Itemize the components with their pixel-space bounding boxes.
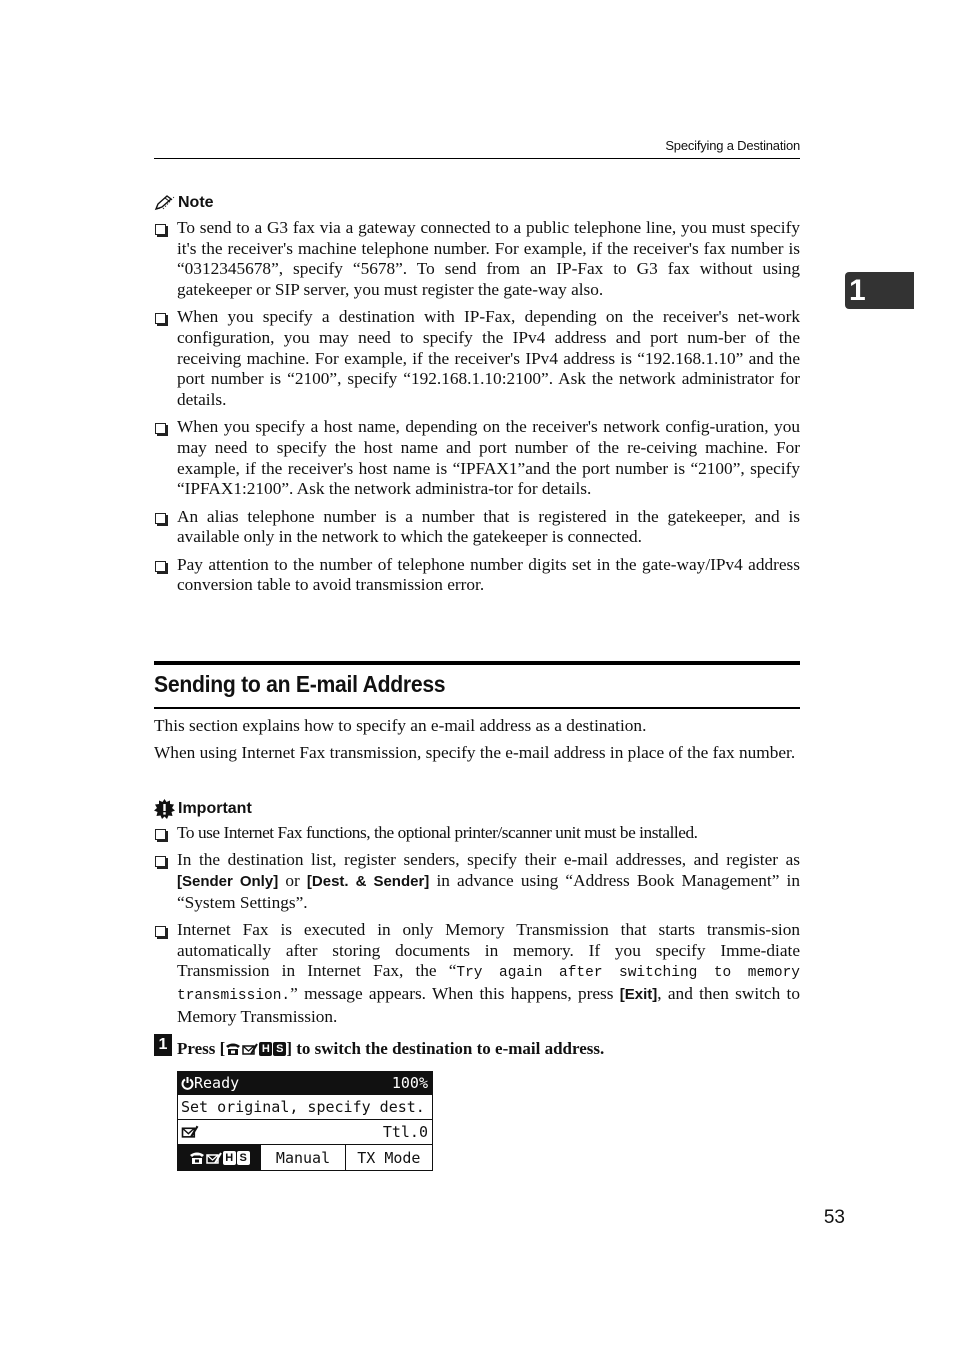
email-icon — [181, 1124, 199, 1139]
list-item: To send to a G3 fax via a gateway connected to a public telephone line, you must specify it's the receiver's machine telephone number. For example, if the receiver's fax number is “0312345678”, specify “5678”. To send from an IP-Fax to G3 fax without using gatekeeper or SIP server, you must register the gate-way also. — [154, 218, 800, 301]
h-key-icon: H — [223, 1151, 236, 1165]
s-key-icon: S — [237, 1151, 250, 1165]
intro-paragraph: This section explains how to specify an e-mail address as a destination. — [154, 716, 647, 735]
dest-sender-key: [Dest. & Sender] — [306, 872, 430, 890]
email-icon — [206, 1151, 222, 1165]
important-icon — [154, 799, 175, 819]
s-key-icon: S — [273, 1042, 286, 1056]
lcd-message: Try again after switching to memory transmission. — [177, 965, 800, 1004]
list-item: In the destination list, register senders, specify their e-mail addresses, and register as [Sender Only] or [Dest. & Sender] in advance using “Address Book Management” in “System Settings”. — [154, 850, 800, 913]
intro-paragraph: When using Internet Fax transmission, specify the e-mail address in place of the fax number. — [154, 743, 796, 763]
step-instruction: Press [ H S ] to switch the destination to e-mail address. — [177, 1039, 605, 1058]
lcd-dest-switch-softkey[interactable] — [178, 1145, 261, 1170]
h-key-icon: H — [259, 1042, 272, 1056]
section-rule-top — [154, 661, 800, 665]
exit-key: [Exit] — [619, 985, 658, 1003]
list-item: When you specify a destination with IP-Fax, depending on the receiver's net-work configuration, you may need to specify the IPv4 address and port num-ber of the receiving machine. For example, if the receiver's IPv4 address is “192.168.1.10” and the port number is “2100”, specify “192.168.1.10:2100”. Ask the network administrator for details. — [154, 307, 800, 411]
section-intro — [154, 716, 800, 770]
step-1 — [154, 1034, 800, 1060]
important-section — [154, 799, 800, 1034]
running-header: Specifying a Destination — [665, 138, 800, 153]
lcd-tx-mode-softkey[interactable]: TX Mode — [357, 1148, 421, 1167]
important-heading — [154, 799, 800, 819]
note-list — [154, 218, 800, 596]
lcd-total: Ttl.0 — [382, 1123, 428, 1141]
lcd-destination-row — [178, 1120, 432, 1145]
header-rule — [154, 158, 800, 159]
destination-switch-key — [225, 1042, 286, 1056]
page-number: 53 — [823, 1207, 845, 1228]
list-item: When you specify a host name, depending on the receiver's network config-uration, you may need to specify the host name and port number of the re-ceiving machine. For example, if the receiver's host name is “IPFAX1”and the port number is “2100”, specify “IPFAX1:2100”. Ask the network administra-tor for details. — [154, 417, 800, 500]
pencil-icon — [154, 195, 175, 211]
note-section — [154, 194, 800, 602]
list-item: To use Internet Fax functions, the optional printer/scanner unit must be installed. — [154, 823, 800, 844]
lcd-status: Ready — [194, 1074, 240, 1092]
lcd-softkey-row — [178, 1145, 432, 1170]
important-label: Important — [178, 800, 252, 817]
lcd-message-row: Set original, specify dest. — [178, 1095, 432, 1120]
section-rule-bottom — [154, 707, 800, 709]
important-list — [154, 823, 800, 1027]
sender-only-key: [Sender Only] — [177, 872, 279, 890]
power-icon — [181, 1077, 194, 1090]
lcd-memory-percent: 100% — [391, 1074, 428, 1092]
lcd-panel — [177, 1071, 433, 1171]
note-heading — [154, 194, 800, 212]
email-icon — [242, 1042, 258, 1056]
step-number: 1 — [154, 1034, 172, 1056]
list-item: Internet Fax is executed in only Memory Transmission that starts transmis-sion automatically after storing documents in memory. If you specify Imme-diate Transmission in Internet Fax, the “Try again after switching to memory transmission.” message appears. When this happens, press [Exit], and then switch to Memory Transmission. — [154, 920, 800, 1028]
section-title: Sending to an E-mail Address — [154, 671, 446, 697]
lcd-manual-softkey[interactable]: Manual — [261, 1145, 345, 1170]
phone-icon — [189, 1151, 205, 1165]
phone-icon — [225, 1042, 241, 1056]
note-label: Note — [178, 194, 214, 211]
lcd-status-row — [178, 1072, 432, 1095]
list-item: Pay attention to the number of telephone number digits set in the gate-way/IPv4 address conversion table to avoid transmission error. — [154, 555, 800, 596]
chapter-tab: 1 — [845, 272, 914, 309]
list-item: An alias telephone number is a number that is registered in the gatekeeper, and is available only in the network to which the gatekeeper is connected. — [154, 507, 800, 548]
